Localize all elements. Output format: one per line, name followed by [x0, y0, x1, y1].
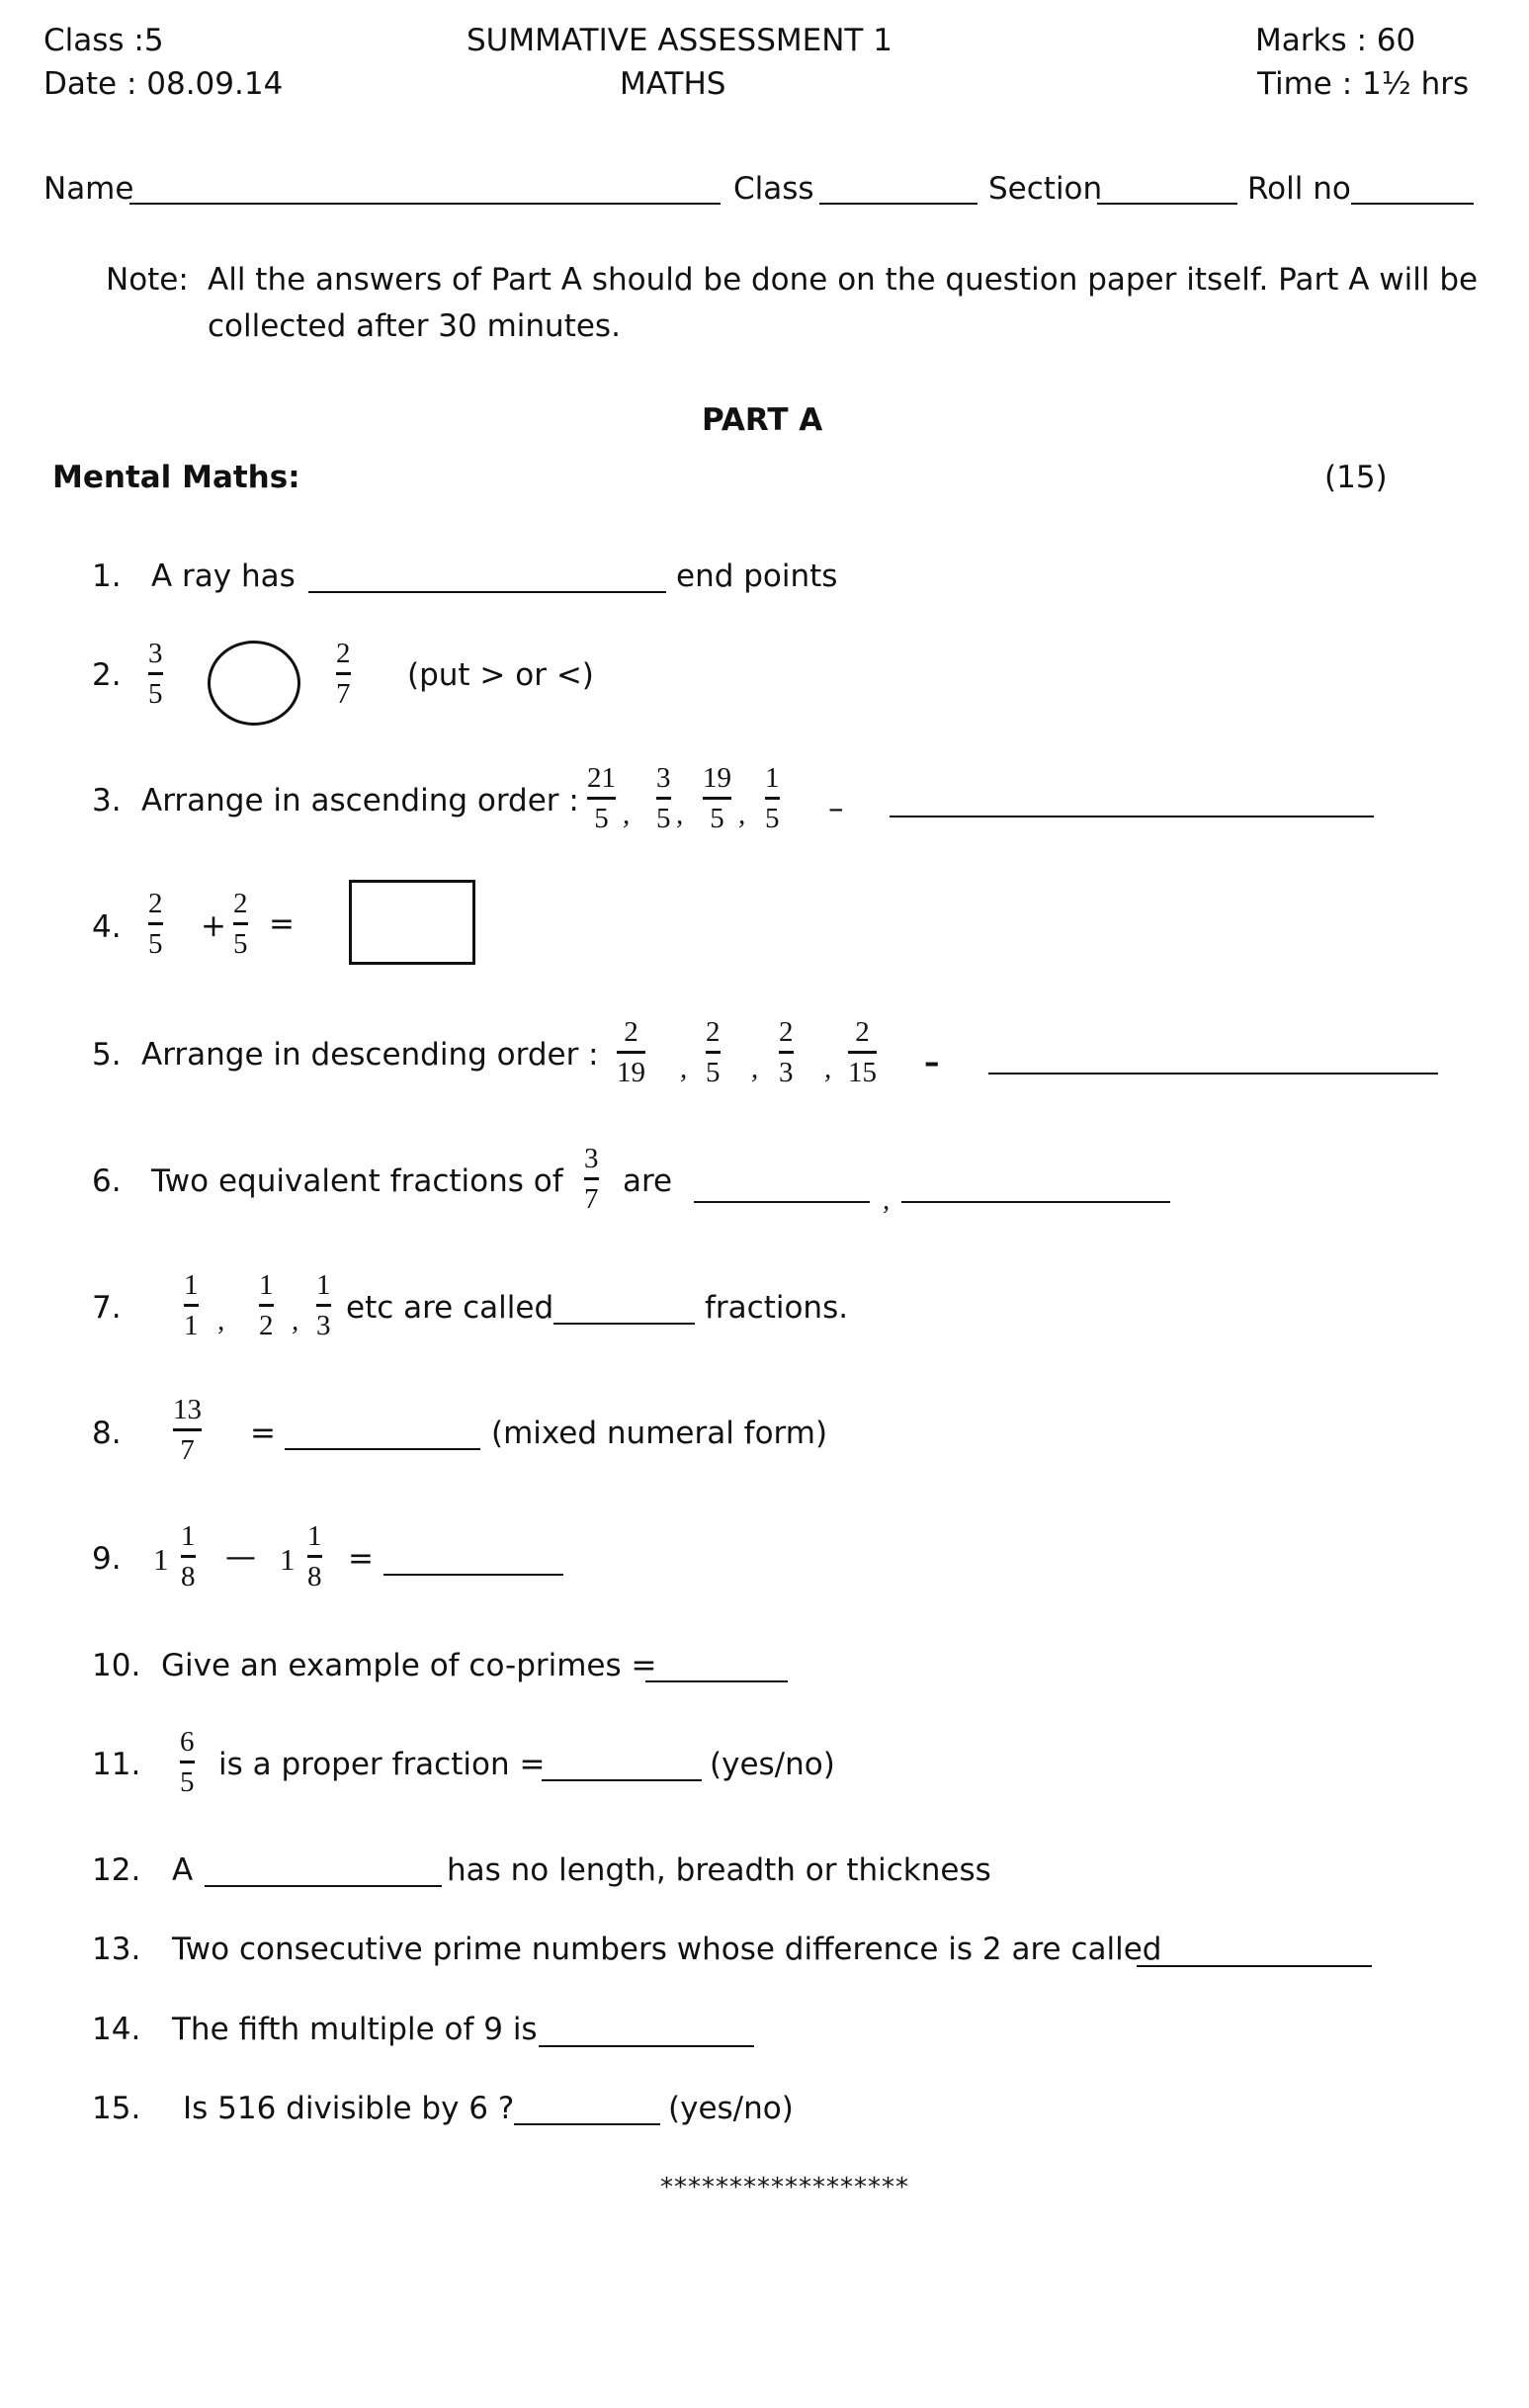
date-label: Date : 08.09.14 — [43, 66, 284, 102]
answer-blank-1[interactable] — [694, 1201, 870, 1203]
question-number: 11. — [92, 1747, 141, 1782]
fraction: 2 7 — [336, 638, 351, 710]
question-number: 13. — [92, 1932, 141, 1967]
marks-label: Marks : 60 — [1255, 23, 1416, 58]
question-number: 8. — [92, 1416, 122, 1451]
section-label: Section — [988, 171, 1103, 207]
question-text: Give an example of co-primes = — [161, 1648, 657, 1683]
whole-number: 1 — [280, 1542, 296, 1577]
fraction: 2 5 — [706, 1016, 721, 1088]
section-marks: (15) — [1324, 460, 1388, 495]
name-field[interactable] — [129, 203, 721, 205]
footer-stars-divider: ****************** — [660, 2173, 909, 2202]
question-text: A — [172, 1852, 194, 1888]
question-text: Is 516 divisible by 6 ? — [183, 2091, 515, 2126]
comma-separator: , — [623, 799, 631, 830]
answer-blank[interactable] — [285, 1448, 480, 1450]
fraction: 1 5 — [765, 762, 780, 834]
fraction: 2 3 — [779, 1016, 794, 1088]
question-number: 9. — [92, 1541, 122, 1577]
fraction: 1 2 — [259, 1269, 274, 1341]
question-text: The fifth multiple of 9 is — [172, 2012, 538, 2047]
fraction: 3 5 — [148, 638, 163, 710]
question-text: Arrange in ascending order : — [141, 783, 579, 818]
comparison-circle[interactable] — [208, 641, 300, 726]
fraction: 2 5 — [233, 888, 248, 960]
answer-box[interactable] — [349, 880, 475, 965]
question-number: 3. — [92, 783, 122, 818]
class-field[interactable] — [819, 203, 977, 205]
comma-separator: , — [738, 799, 746, 830]
answer-blank[interactable] — [514, 2123, 660, 2125]
equals-sign: = — [269, 906, 295, 942]
dash: – — [828, 791, 844, 826]
fraction: 2 15 — [848, 1016, 877, 1088]
question-text-after: end points — [676, 559, 838, 594]
rollno-label: Roll no — [1247, 171, 1351, 207]
question-number: 14. — [92, 2012, 141, 2047]
answer-blank-2[interactable] — [901, 1201, 1170, 1203]
comma-separator: , — [292, 1305, 299, 1336]
fraction: 1 8 — [307, 1520, 322, 1592]
question-number: 15. — [92, 2091, 141, 2126]
fraction: 21 5 — [587, 762, 616, 834]
comma-separator: , — [824, 1053, 832, 1084]
question-number: 7. — [92, 1290, 122, 1326]
question-text-after: has no length, breadth or thickness — [447, 1852, 991, 1888]
question-hint: (put > or <) — [407, 657, 594, 693]
note-line-2: collected after 30 minutes. — [208, 308, 621, 344]
answer-blank[interactable] — [542, 1779, 702, 1781]
note-line-1: All the answers of Part A should be done on the question paper itself. Part A will be — [208, 262, 1479, 298]
answer-blank[interactable] — [205, 1885, 442, 1887]
name-label: Name — [43, 171, 134, 207]
comma-separator: , — [217, 1305, 225, 1336]
fraction: 1 1 — [184, 1269, 199, 1341]
part-title: PART A — [702, 402, 823, 438]
fraction: 2 5 — [148, 888, 163, 960]
question-number: 10. — [92, 1648, 141, 1683]
note-label: Note: — [106, 262, 189, 298]
comma-separator: , — [676, 799, 684, 830]
whole-number: 1 — [153, 1542, 169, 1577]
fraction: 2 19 — [617, 1016, 645, 1088]
question-text: Two consecutive prime numbers whose difference is 2 are called — [172, 1932, 1162, 1967]
question-number: 12. — [92, 1852, 141, 1888]
question-number: 5. — [92, 1037, 122, 1073]
equals-sign: = — [250, 1416, 276, 1451]
question-number: 1. — [92, 559, 122, 594]
class-label: Class :5 — [43, 23, 164, 58]
section-field[interactable] — [1097, 203, 1237, 205]
answer-blank[interactable] — [383, 1574, 563, 1576]
class-field-label: Class — [733, 171, 814, 207]
rollno-field[interactable] — [1351, 203, 1474, 205]
question-number: 6. — [92, 1163, 122, 1199]
minus-sign: — — [225, 1539, 256, 1575]
answer-blank[interactable] — [1137, 1965, 1372, 1967]
answer-blank[interactable] — [988, 1073, 1438, 1075]
question-text-after: fractions. — [705, 1290, 849, 1326]
equals-sign: = — [348, 1541, 374, 1577]
fraction: 1 8 — [181, 1520, 196, 1592]
comma-separator: , — [883, 1184, 891, 1216]
fraction: 3 5 — [656, 762, 671, 834]
question-number: 2. — [92, 657, 122, 693]
fraction: 6 5 — [180, 1726, 195, 1798]
fraction: 13 7 — [173, 1394, 202, 1466]
fraction: 3 7 — [584, 1143, 599, 1215]
section-title: Mental Maths: — [52, 460, 300, 495]
answer-blank[interactable] — [890, 816, 1374, 817]
question-hint: (yes/no) — [668, 2091, 794, 2126]
exam-title: SUMMATIVE ASSESSMENT 1 — [467, 23, 892, 58]
question-text: A ray has — [151, 559, 296, 594]
answer-blank[interactable] — [553, 1323, 695, 1325]
comma-separator: , — [680, 1053, 688, 1084]
question-text: is a proper fraction = — [218, 1747, 546, 1782]
question-text: Arrange in descending order : — [141, 1037, 599, 1073]
question-text: Two equivalent fractions of — [151, 1163, 563, 1199]
answer-blank[interactable] — [645, 1680, 788, 1682]
fraction: 19 5 — [703, 762, 731, 834]
subject-label: MATHS — [620, 66, 726, 102]
question-hint: (yes/no) — [710, 1747, 835, 1782]
question-number: 4. — [92, 909, 122, 945]
question-text: etc are called — [346, 1290, 554, 1326]
dash: – — [924, 1045, 940, 1080]
plus-sign: + — [201, 908, 226, 944]
time-label: Time : 1½ hrs — [1257, 66, 1470, 102]
fraction: 1 3 — [316, 1269, 331, 1341]
comma-separator: , — [751, 1053, 759, 1084]
question-text-after: are — [623, 1163, 673, 1199]
question-hint: (mixed numeral form) — [491, 1416, 828, 1451]
answer-blank[interactable] — [539, 2045, 754, 2047]
answer-blank[interactable] — [308, 591, 666, 593]
